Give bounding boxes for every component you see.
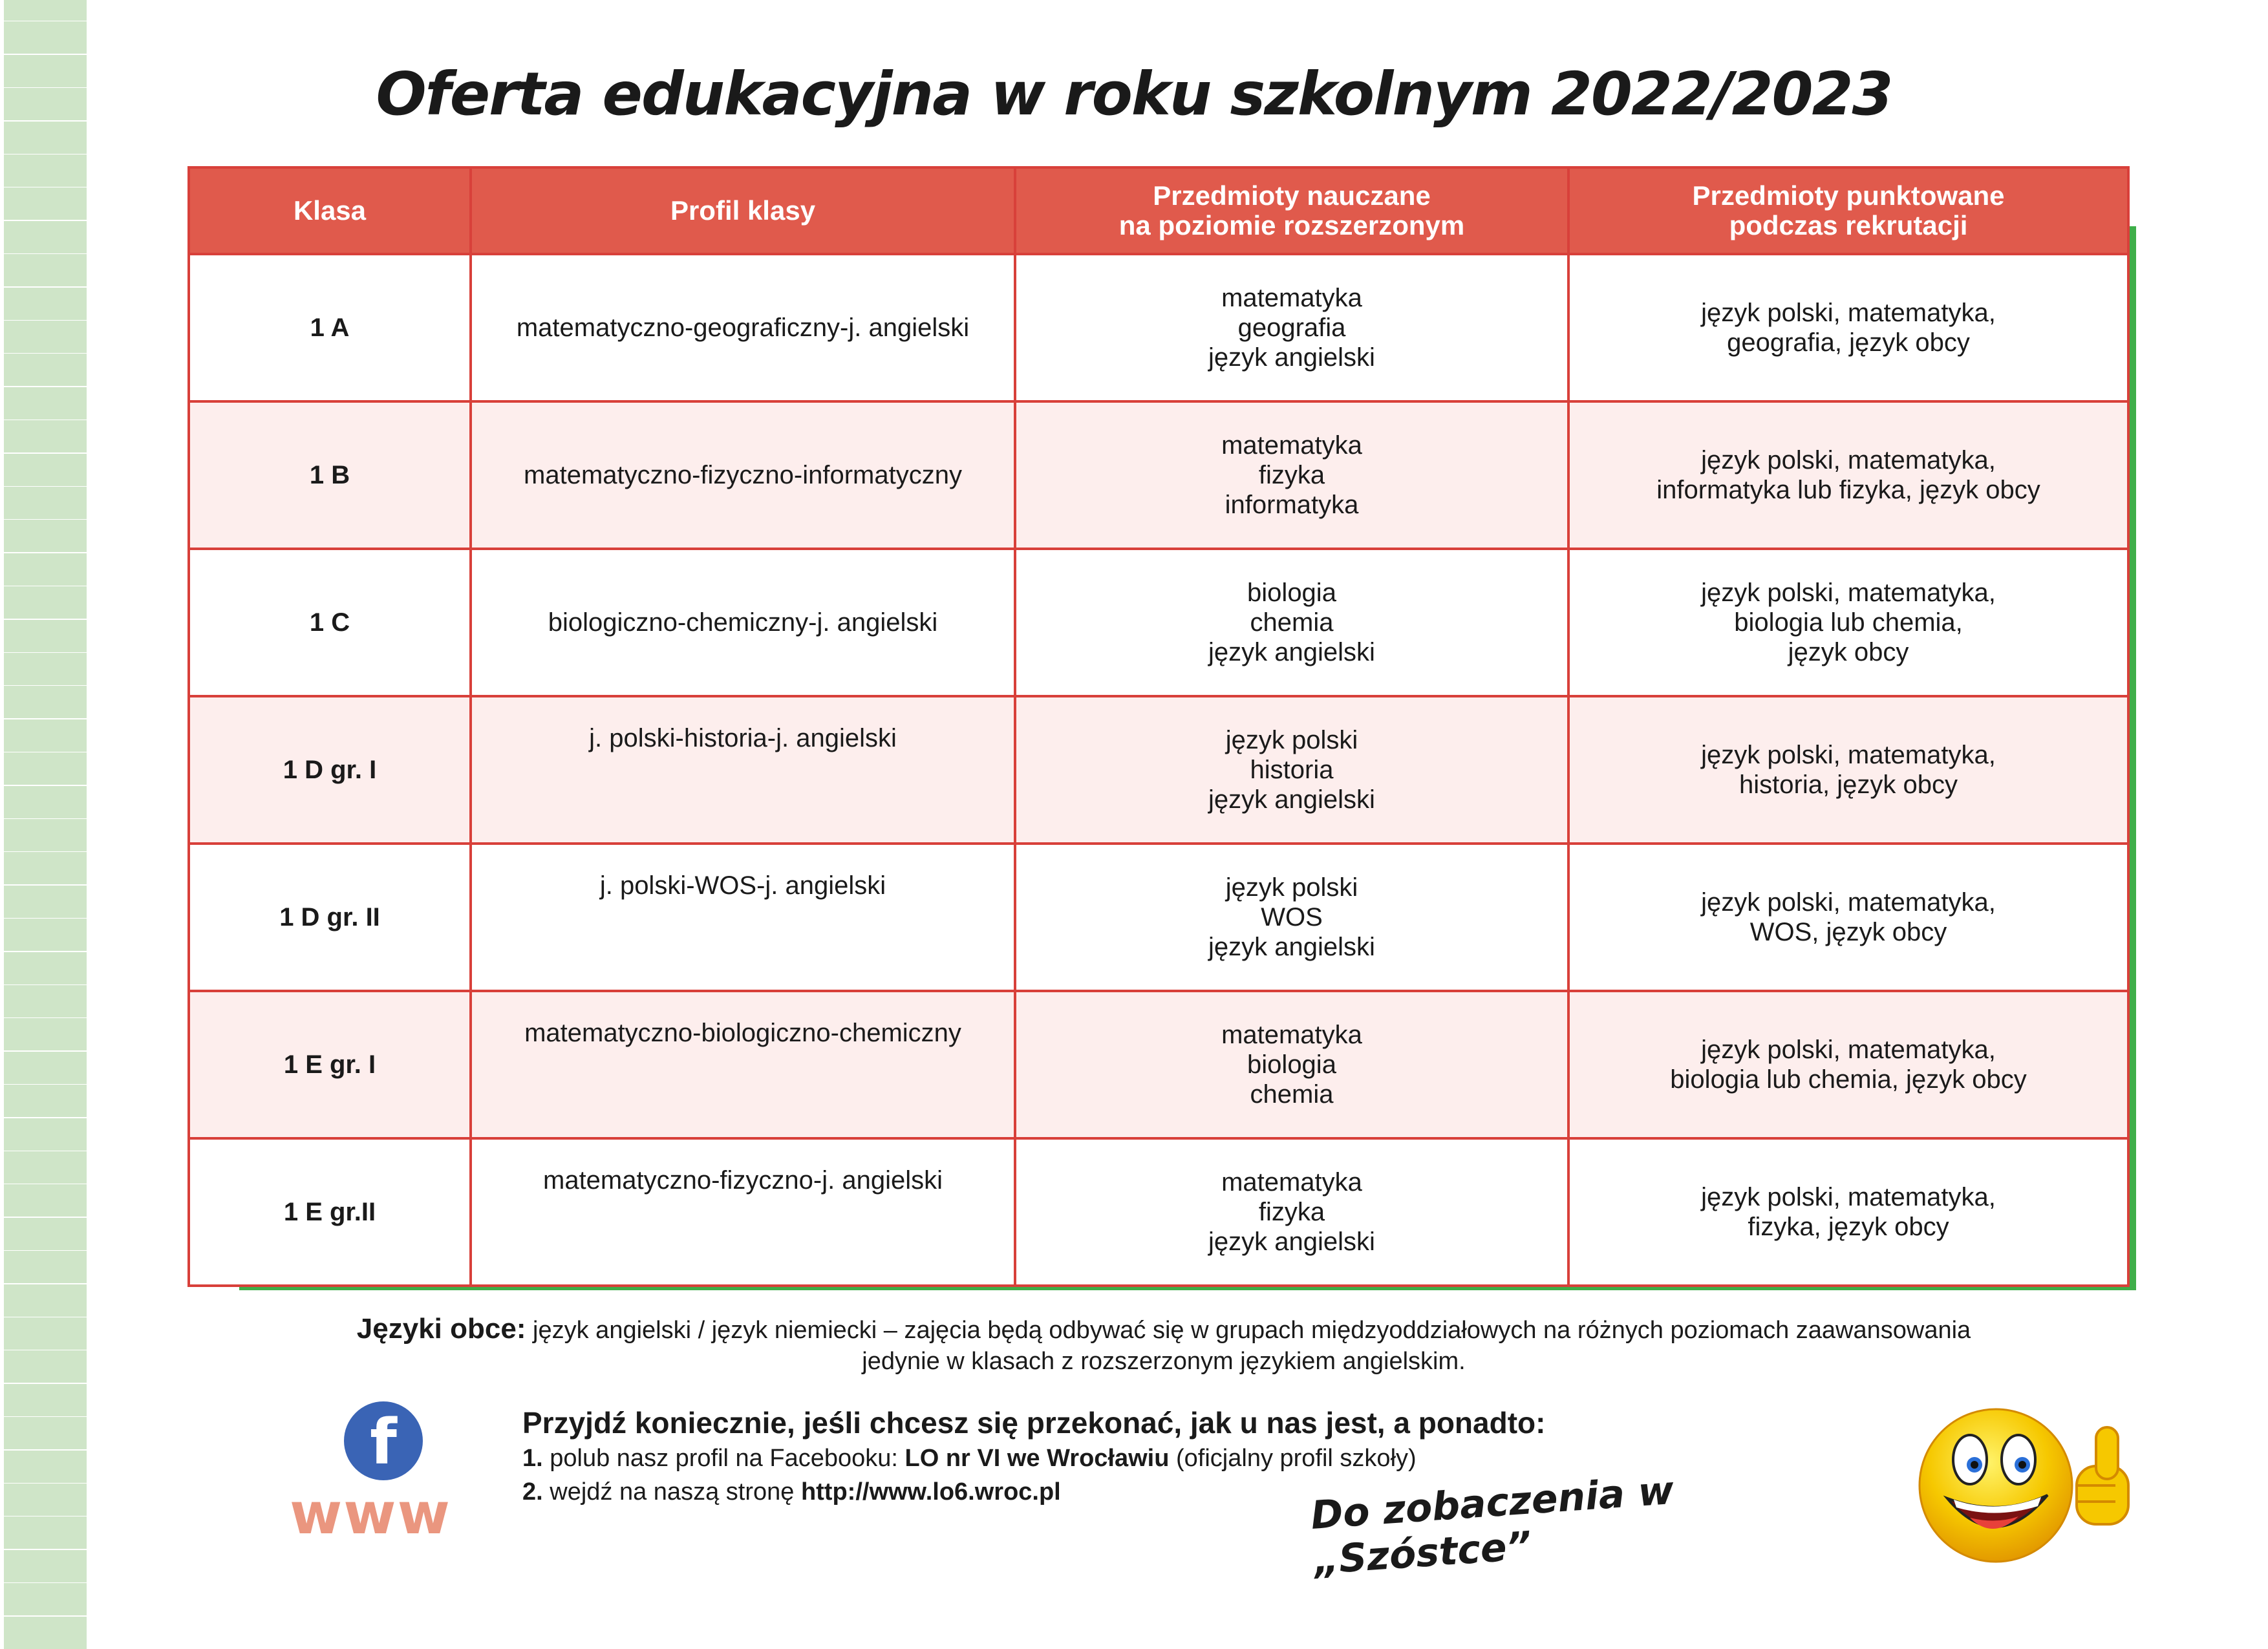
cell-profil: biologiczno-chemiczny-j. angielski	[471, 549, 1015, 696]
stripe-dash	[4, 919, 87, 951]
header-rozszerzone: Przedmioty nauczane na poziomie rozszerzonym	[1015, 167, 1568, 254]
stripe-dash	[4, 1384, 87, 1416]
cell-punktowane	[1568, 401, 2128, 549]
cell-profil: j. polski-WOS-j. angielski	[471, 844, 1015, 991]
stripe-dash	[4, 321, 87, 353]
cell-profil: j. polski-historia-j. angielski	[471, 696, 1015, 844]
punktowane-line: język polski, matematyka,	[1701, 446, 1996, 474]
cell-punktowane	[1568, 549, 2128, 696]
cell-klasa: 1 B	[189, 401, 471, 549]
cell-klasa: 1 C	[189, 549, 471, 696]
stripe-dash	[4, 1018, 87, 1050]
stripe-dash	[4, 154, 87, 187]
rozszerzone-line: fizyka	[1258, 461, 1325, 489]
website-link[interactable]: http://www.lo6.wroc.pl	[800, 1478, 1061, 1505]
punktowane-line: WOS, język obcy	[1749, 918, 1947, 946]
facebook-icon[interactable]: f	[344, 1401, 423, 1480]
rozszerzone-line: biologia	[1247, 1050, 1336, 1079]
cell-profil: matematyczno-fizyczno-j. angielski	[471, 1138, 1015, 1286]
header-punktowane: Przedmioty punktowane podczas rekrutacji	[1568, 167, 2128, 254]
rozszerzone-line: matematyka	[1221, 1168, 1362, 1197]
punktowane-line: informatyka lub fizyka, język obcy	[1656, 476, 2040, 504]
stripe-dash	[4, 985, 87, 1017]
cell-rozszerzone	[1015, 696, 1568, 844]
goodbye-text: Do zobaczenia w „Szóstce”	[1309, 1467, 1676, 1584]
stripe-dash	[4, 221, 87, 253]
stripe-dash	[4, 1118, 87, 1151]
stripe-dash	[4, 1516, 87, 1549]
rozszerzone-line: matematyka	[1221, 284, 1362, 312]
rozszerzone-line: język polski	[1225, 726, 1358, 754]
stripe-dash	[4, 0, 87, 21]
stripe-dash	[4, 1317, 87, 1350]
punktowane-line: język polski, matematyka,	[1701, 1183, 1996, 1211]
decorative-stripe	[0, 0, 91, 1604]
stripe-dash	[4, 1284, 87, 1317]
stripe-dash	[4, 420, 87, 452]
table-row	[189, 549, 2128, 696]
cell-rozszerzone	[1015, 401, 1568, 549]
cell-punktowane	[1568, 991, 2128, 1138]
table-header-row	[189, 167, 2128, 254]
stripe-dash	[4, 553, 87, 586]
invite-heading: Przyjdź koniecznie, jeśli chcesz się przekonać, jak u nas jest, a ponadto:	[522, 1406, 1546, 1440]
cell-punktowane	[1568, 696, 2128, 844]
rozszerzone-line: chemia	[1250, 1080, 1334, 1109]
rozszerzone-line: historia	[1250, 756, 1334, 784]
cell-rozszerzone	[1015, 1138, 1568, 1286]
table-row	[189, 844, 2128, 991]
cell-klasa: 1 E gr.II	[189, 1138, 471, 1286]
header-profil: Profil klasy	[471, 167, 1015, 254]
www-icon[interactable]: www	[290, 1480, 451, 1547]
table-row	[189, 1138, 2128, 1286]
rozszerzone-line: fizyka	[1258, 1198, 1325, 1226]
stripe-dash	[4, 819, 87, 851]
stripe-dash	[4, 187, 87, 220]
table-row	[189, 991, 2128, 1138]
languages-text-2: jedynie w klasach z rozszerzonym językiem angielskim.	[862, 1348, 1466, 1375]
rozszerzone-line: geografia	[1237, 314, 1346, 342]
offer-table	[187, 166, 2130, 1287]
stripe-dash	[4, 719, 87, 752]
languages-label: Języki obce:	[356, 1313, 526, 1345]
stripe-dash	[4, 1617, 87, 1649]
stripe-dash	[4, 620, 87, 652]
stripe-dash	[4, 1451, 87, 1483]
languages-text: język angielski / język niemiecki – zajęcia będą odbywać się w grupach międzyoddziałowych na różnych poziomach zaawansowania	[533, 1317, 1971, 1344]
facebook-profile-link[interactable]: LO nr VI we Wrocławiu	[904, 1445, 1170, 1472]
languages-note	[284, 1314, 2043, 1377]
cell-rozszerzone	[1015, 991, 1568, 1138]
cell-punktowane	[1568, 1138, 2128, 1286]
cell-punktowane	[1568, 844, 2128, 991]
invite-item-website: 2. wejdź na naszą stronę http://www.lo6.wroc.pl	[522, 1478, 1061, 1505]
cell-profil: matematyczno-biologiczno-chemiczny	[471, 991, 1015, 1138]
stripe-dash	[4, 1484, 87, 1516]
stripe-dash	[4, 1251, 87, 1283]
stripe-dash	[4, 1583, 87, 1615]
rozszerzone-line: język angielski	[1208, 933, 1375, 961]
punktowane-line: język polski, matematyka,	[1701, 1036, 1996, 1064]
cell-klasa: 1 D gr. I	[189, 696, 471, 844]
rozszerzone-line: informatyka	[1225, 491, 1359, 519]
table-row	[189, 401, 2128, 549]
stripe-dash	[4, 354, 87, 386]
cell-profil: matematyczno-geograficzny-j. angielski	[471, 254, 1015, 401]
punktowane-line: język polski, matematyka,	[1701, 299, 1996, 327]
rozszerzone-line: język angielski	[1208, 785, 1375, 814]
stripe-dash	[4, 21, 87, 54]
punktowane-line: fizyka, język obcy	[1748, 1213, 1949, 1241]
stripe-dash	[4, 1184, 87, 1217]
cell-klasa: 1 D gr. II	[189, 844, 471, 991]
rozszerzone-line: język angielski	[1208, 638, 1375, 666]
stripe-dash	[4, 586, 87, 619]
stripe-dash	[4, 387, 87, 420]
punktowane-line: biologia lub chemia, język obcy	[1670, 1065, 2027, 1094]
cell-klasa: 1 E gr. I	[189, 991, 471, 1138]
punktowane-line: język obcy	[1788, 638, 1909, 666]
stripe-dash	[4, 686, 87, 718]
cell-rozszerzone	[1015, 254, 1568, 401]
stripe-dash	[4, 487, 87, 519]
stripe-dash	[4, 454, 87, 486]
stripe-dash	[4, 786, 87, 818]
punktowane-line: język polski, matematyka,	[1701, 741, 1996, 769]
stripe-dash	[4, 1218, 87, 1250]
punktowane-line: geografia, język obcy	[1727, 328, 1970, 357]
header-klasa: Klasa	[189, 167, 471, 254]
rozszerzone-line: język angielski	[1208, 343, 1375, 372]
stripe-dash	[4, 952, 87, 984]
rozszerzone-line: matematyka	[1221, 1021, 1362, 1049]
cell-klasa: 1 A	[189, 254, 471, 401]
stripe-dash	[4, 254, 87, 286]
cell-rozszerzone	[1015, 549, 1568, 696]
punktowane-line: biologia lub chemia,	[1734, 608, 1963, 637]
punktowane-line: język polski, matematyka,	[1701, 888, 1996, 917]
stripe-dash	[4, 288, 87, 320]
cell-profil: matematyczno-fizyczno-informatyczny	[471, 401, 1015, 549]
stripe-dash	[4, 520, 87, 552]
rozszerzone-line: matematyka	[1221, 431, 1362, 460]
cell-punktowane	[1568, 254, 2128, 401]
punktowane-line: język polski, matematyka,	[1701, 579, 1996, 607]
stripe-dash	[4, 1085, 87, 1117]
rozszerzone-line: WOS	[1261, 903, 1323, 931]
stripe-dash	[4, 886, 87, 918]
rozszerzone-line: język polski	[1225, 873, 1358, 902]
rozszerzone-line: biologia	[1247, 579, 1336, 607]
stripe-dash	[4, 653, 87, 685]
rozszerzone-line: język angielski	[1208, 1228, 1375, 1256]
stripe-dash	[4, 1550, 87, 1582]
invite-item-facebook: 1. polub nasz profil na Facebooku: LO nr VI we Wrocławiu (oficjalny profil szkoły)	[522, 1445, 1417, 1472]
table-row	[189, 696, 2128, 844]
stripe-dash	[4, 852, 87, 884]
stripe-dash	[4, 752, 87, 785]
thumbs-up-smiley-icon	[1909, 1395, 2141, 1569]
stripe-dash	[4, 1052, 87, 1084]
punktowane-line: historia, język obcy	[1739, 771, 1958, 799]
rozszerzone-line: chemia	[1250, 608, 1334, 637]
table-row	[189, 254, 2128, 401]
stripe-dash	[4, 1417, 87, 1449]
page-title: Oferta edukacyjna w roku szkolnym 2022/2023	[376, 59, 1892, 129]
cell-rozszerzone	[1015, 844, 1568, 991]
stripe-dash	[4, 1151, 87, 1184]
stripe-dash	[4, 1350, 87, 1383]
